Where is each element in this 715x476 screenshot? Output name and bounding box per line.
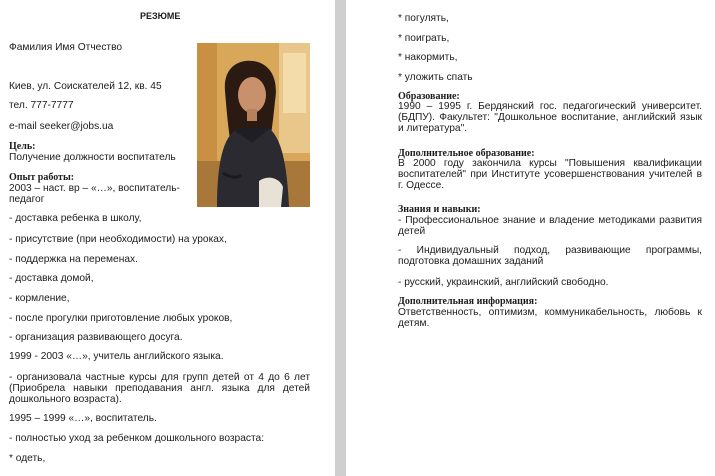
care-item: * накормить, xyxy=(398,52,458,63)
experience-item-1: 2003 – наст. вр – «…», воспитатель-педагог xyxy=(9,183,180,205)
education-text: 1990 – 1995 г. Бердянский гос. педагогический университет. (БДПУ). Факультет: "Дошкольное воспитание, английский язык и литература". xyxy=(398,101,702,134)
skills-heading: Знания и навыки: xyxy=(398,204,481,215)
experience-heading: Опыт работы: xyxy=(9,172,75,183)
goal-heading: Цель: xyxy=(9,141,36,152)
duty-item: - доставка домой, xyxy=(9,273,94,284)
extra-education-heading: Дополнительное образование: xyxy=(398,148,535,159)
care-item: * поиграть, xyxy=(398,33,450,44)
care-item: * погулять, xyxy=(398,13,449,24)
duty-item: - поддержка на переменах. xyxy=(9,254,138,265)
education-heading: Образование: xyxy=(398,91,460,102)
duty-item: - кормление, xyxy=(9,293,70,304)
duty-item: - присутствие (при необходимости) на уроках, xyxy=(9,234,227,245)
care-item: * уложить спать xyxy=(398,72,473,83)
duty-item: - доставка ребенка в школу, xyxy=(9,213,142,224)
applicant-name: Фамилия Имя Отчество xyxy=(9,42,123,53)
email: e-mail seeker@jobs.ua xyxy=(9,121,114,132)
skill-item: - Профессиональное знание и владение методиками развития детей xyxy=(398,215,702,237)
extra-education-text: В 2000 году закончила курсы "Повышения квалификации воспитателей" при Институте усовершенствования учителей в г. Одессе. xyxy=(398,158,702,191)
phone: тел. 777-7777 xyxy=(9,100,74,111)
additional-text: Ответственность, оптимизм, коммуникабельность, любовь к детям. xyxy=(398,307,702,329)
address: Киев, ул. Соискателей 12, кв. 45 xyxy=(9,81,162,92)
skill-item: - Индивидуальный подход, развивающие программы, подготовка домашних заданий xyxy=(398,245,702,267)
skill-item: - русский, украинский, английский свободно. xyxy=(398,277,609,288)
experience-item-2-detail: - организовала частные курсы для групп детей от 4 до 6 лет (Приобрела навыки преподавания англ. языка для детей дошкольного возраста). xyxy=(9,372,310,405)
resume-title: РЕЗЮМЕ xyxy=(140,11,181,21)
additional-heading: Дополнительная информация: xyxy=(398,296,538,307)
experience-item-3-detail: - полностью уход за ребенком дошкольного возраста: xyxy=(9,433,265,444)
resume-page-2 xyxy=(346,0,715,476)
duty-item: - организация развивающего досуга. xyxy=(9,332,183,343)
duty-item: - после прогулки приготовление любых уроков, xyxy=(9,313,233,324)
applicant-photo xyxy=(197,43,310,207)
resume-page-1 xyxy=(0,0,335,476)
care-item: * одеть, xyxy=(9,453,46,464)
goal-text: Получение должности воспитатель xyxy=(9,152,176,163)
experience-item-2: 1999 - 2003 «…», учитель английского языка. xyxy=(9,351,224,362)
experience-item-3: 1995 – 1999 «…», воспитатель. xyxy=(9,413,157,424)
